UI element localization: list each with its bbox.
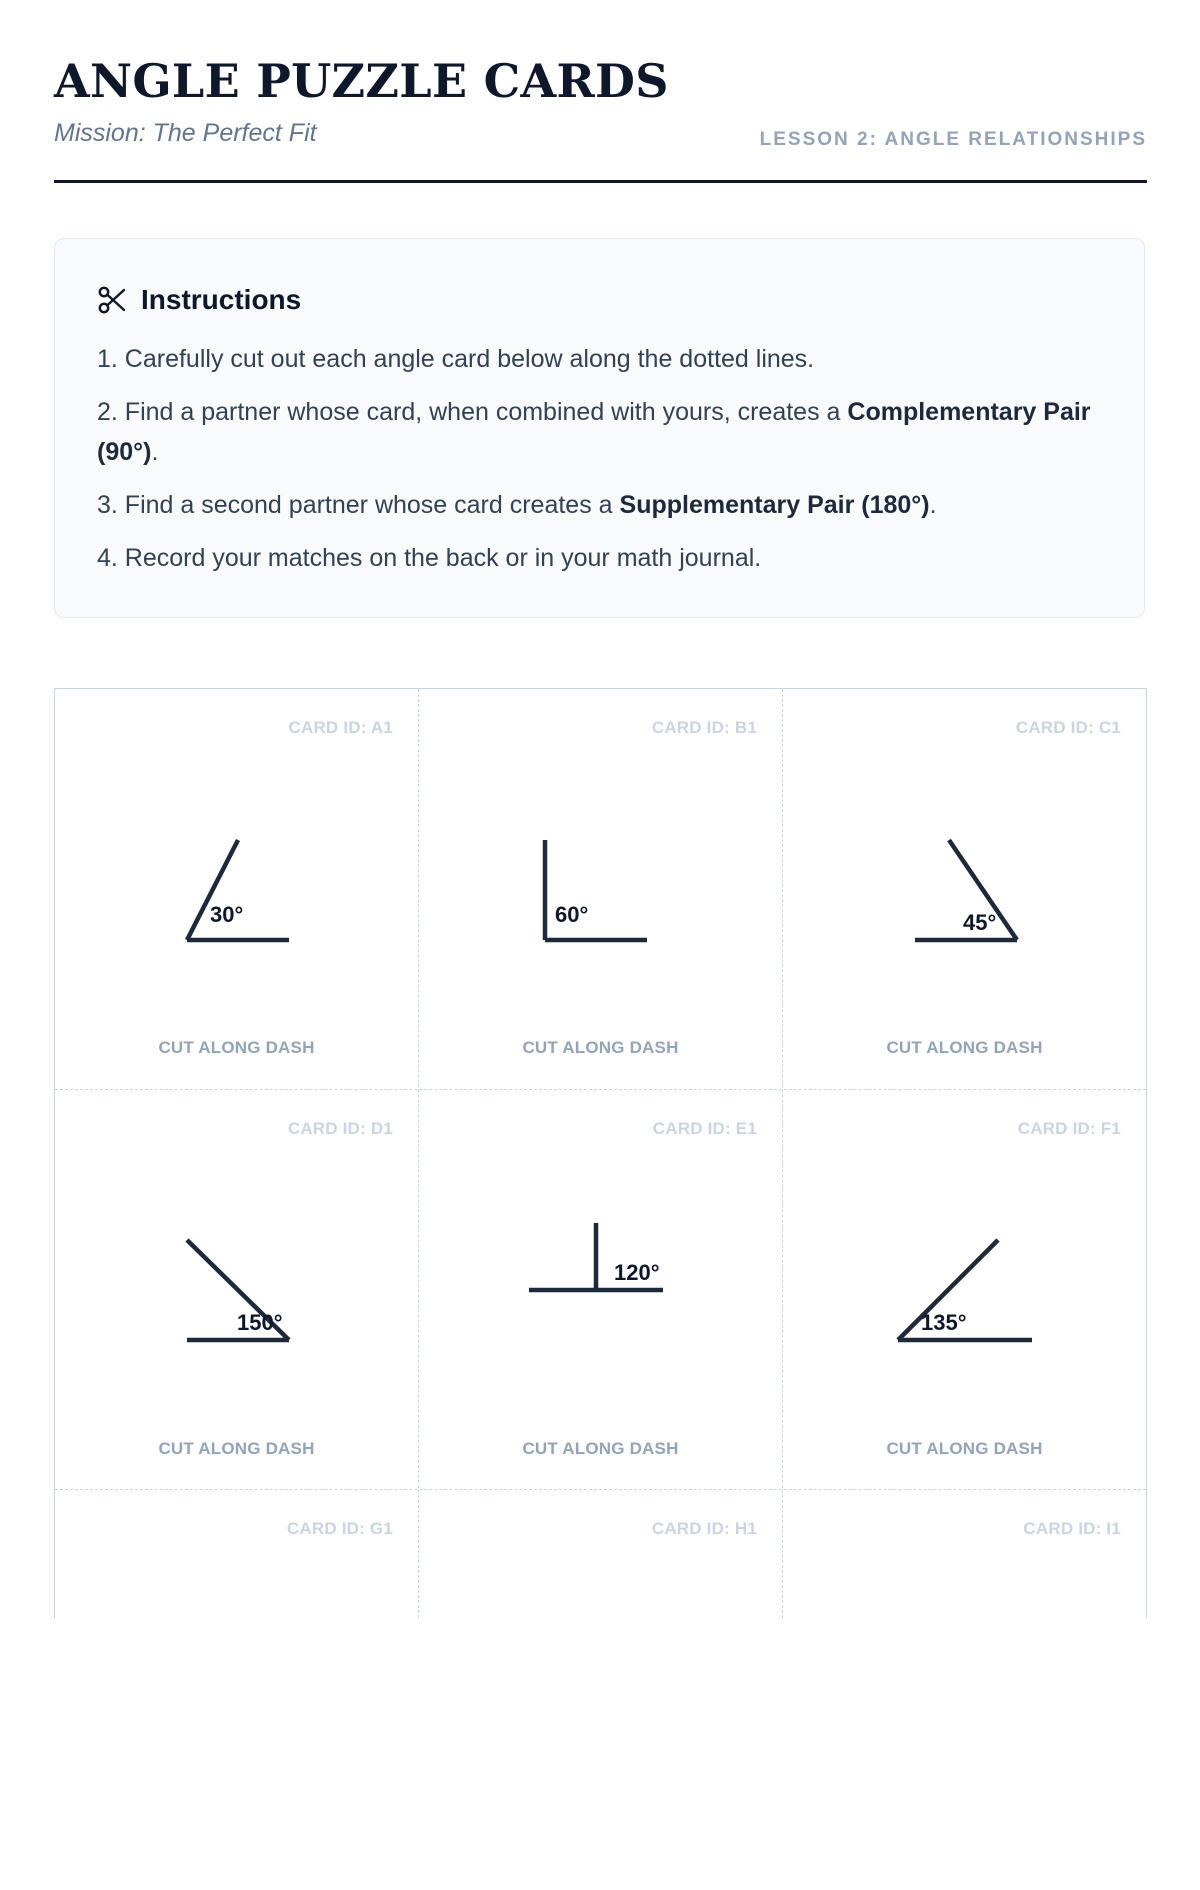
instruction-step-1: 1. Carefully cut out each angle card below along the dotted lines.	[97, 345, 815, 373]
scissors-icon	[97, 285, 127, 315]
card-grid	[54, 688, 1147, 1618]
angle-card-b1[interactable]	[419, 689, 782, 1089]
supplementary-pair-term: Supplementary Pair (180°)	[619, 491, 930, 519]
instructions-title: Instructions	[141, 284, 302, 315]
angle-measure-label: 135°	[921, 1310, 967, 1335]
card-id-label: CARD ID: I1	[1023, 1519, 1121, 1538]
angle-card-g1[interactable]	[55, 1490, 418, 1890]
cut-along-dash-label: CUT ALONG DASH	[522, 1038, 679, 1057]
cut-along-dash-label: CUT ALONG DASH	[158, 1439, 315, 1458]
card-id-label: CARD ID: D1	[287, 1119, 393, 1138]
angle-diagram	[55, 689, 418, 1089]
instructions-heading	[97, 284, 301, 316]
page-subtitle: Mission: The Perfect Fit	[54, 119, 317, 147]
angle-diagram	[783, 1090, 1146, 1490]
instructions-panel	[54, 238, 1145, 618]
header-divider	[54, 180, 1147, 183]
page-title: ANGLE PUZZLE CARDS	[54, 54, 669, 108]
cut-along-dash-label: CUT ALONG DASH	[886, 1439, 1043, 1458]
angle-card-h1[interactable]	[419, 1490, 782, 1890]
angle-measure-label: 60°	[555, 902, 589, 927]
card-id-label: CARD ID: A1	[288, 718, 393, 737]
card-id-label: CARD ID: H1	[651, 1519, 757, 1538]
angle-diagram	[783, 689, 1146, 1089]
card-id-label: CARD ID: C1	[1015, 718, 1121, 737]
instruction-step-4: 4. Record your matches on the back or in your math journal.	[97, 544, 762, 572]
cut-along-dash-label: CUT ALONG DASH	[886, 1038, 1043, 1057]
complementary-pair-term: Complementary Pair (90°)	[97, 398, 1091, 466]
angle-card-e1[interactable]	[419, 1090, 782, 1490]
cut-along-dash-label: CUT ALONG DASH	[158, 1038, 315, 1057]
angle-measure-label: 30°	[210, 902, 244, 927]
angle-card-d1[interactable]	[55, 1090, 418, 1490]
angle-card-c1[interactable]	[783, 689, 1146, 1089]
instructions-list	[97, 339, 1097, 591]
angle-card-f1[interactable]	[783, 1090, 1146, 1490]
angle-diagram	[55, 1090, 418, 1490]
card-id-label: CARD ID: G1	[286, 1519, 393, 1538]
cut-along-dash-label: CUT ALONG DASH	[522, 1439, 679, 1458]
card-id-label: CARD ID: F1	[1017, 1119, 1121, 1138]
card-id-label: CARD ID: B1	[651, 718, 757, 737]
lesson-label: LESSON 2: ANGLE RELATIONSHIPS	[759, 129, 1147, 150]
angle-measure-label: 150°	[237, 1310, 283, 1335]
angle-card-i1[interactable]	[783, 1490, 1146, 1890]
instruction-step-2: 2. Find a partner whose card, when combined with yours, creates a Complementary Pair (90°).	[97, 398, 1091, 466]
angle-card-a1[interactable]	[55, 689, 418, 1089]
angle-measure-label: 120°	[614, 1260, 660, 1285]
card-id-label: CARD ID: E1	[652, 1119, 757, 1138]
angle-diagram	[419, 1090, 782, 1490]
angle-diagram	[419, 689, 782, 1089]
angle-measure-label: 45°	[963, 910, 997, 935]
instruction-step-3: 3. Find a second partner whose card creates a Supplementary Pair (180°).	[97, 491, 937, 519]
